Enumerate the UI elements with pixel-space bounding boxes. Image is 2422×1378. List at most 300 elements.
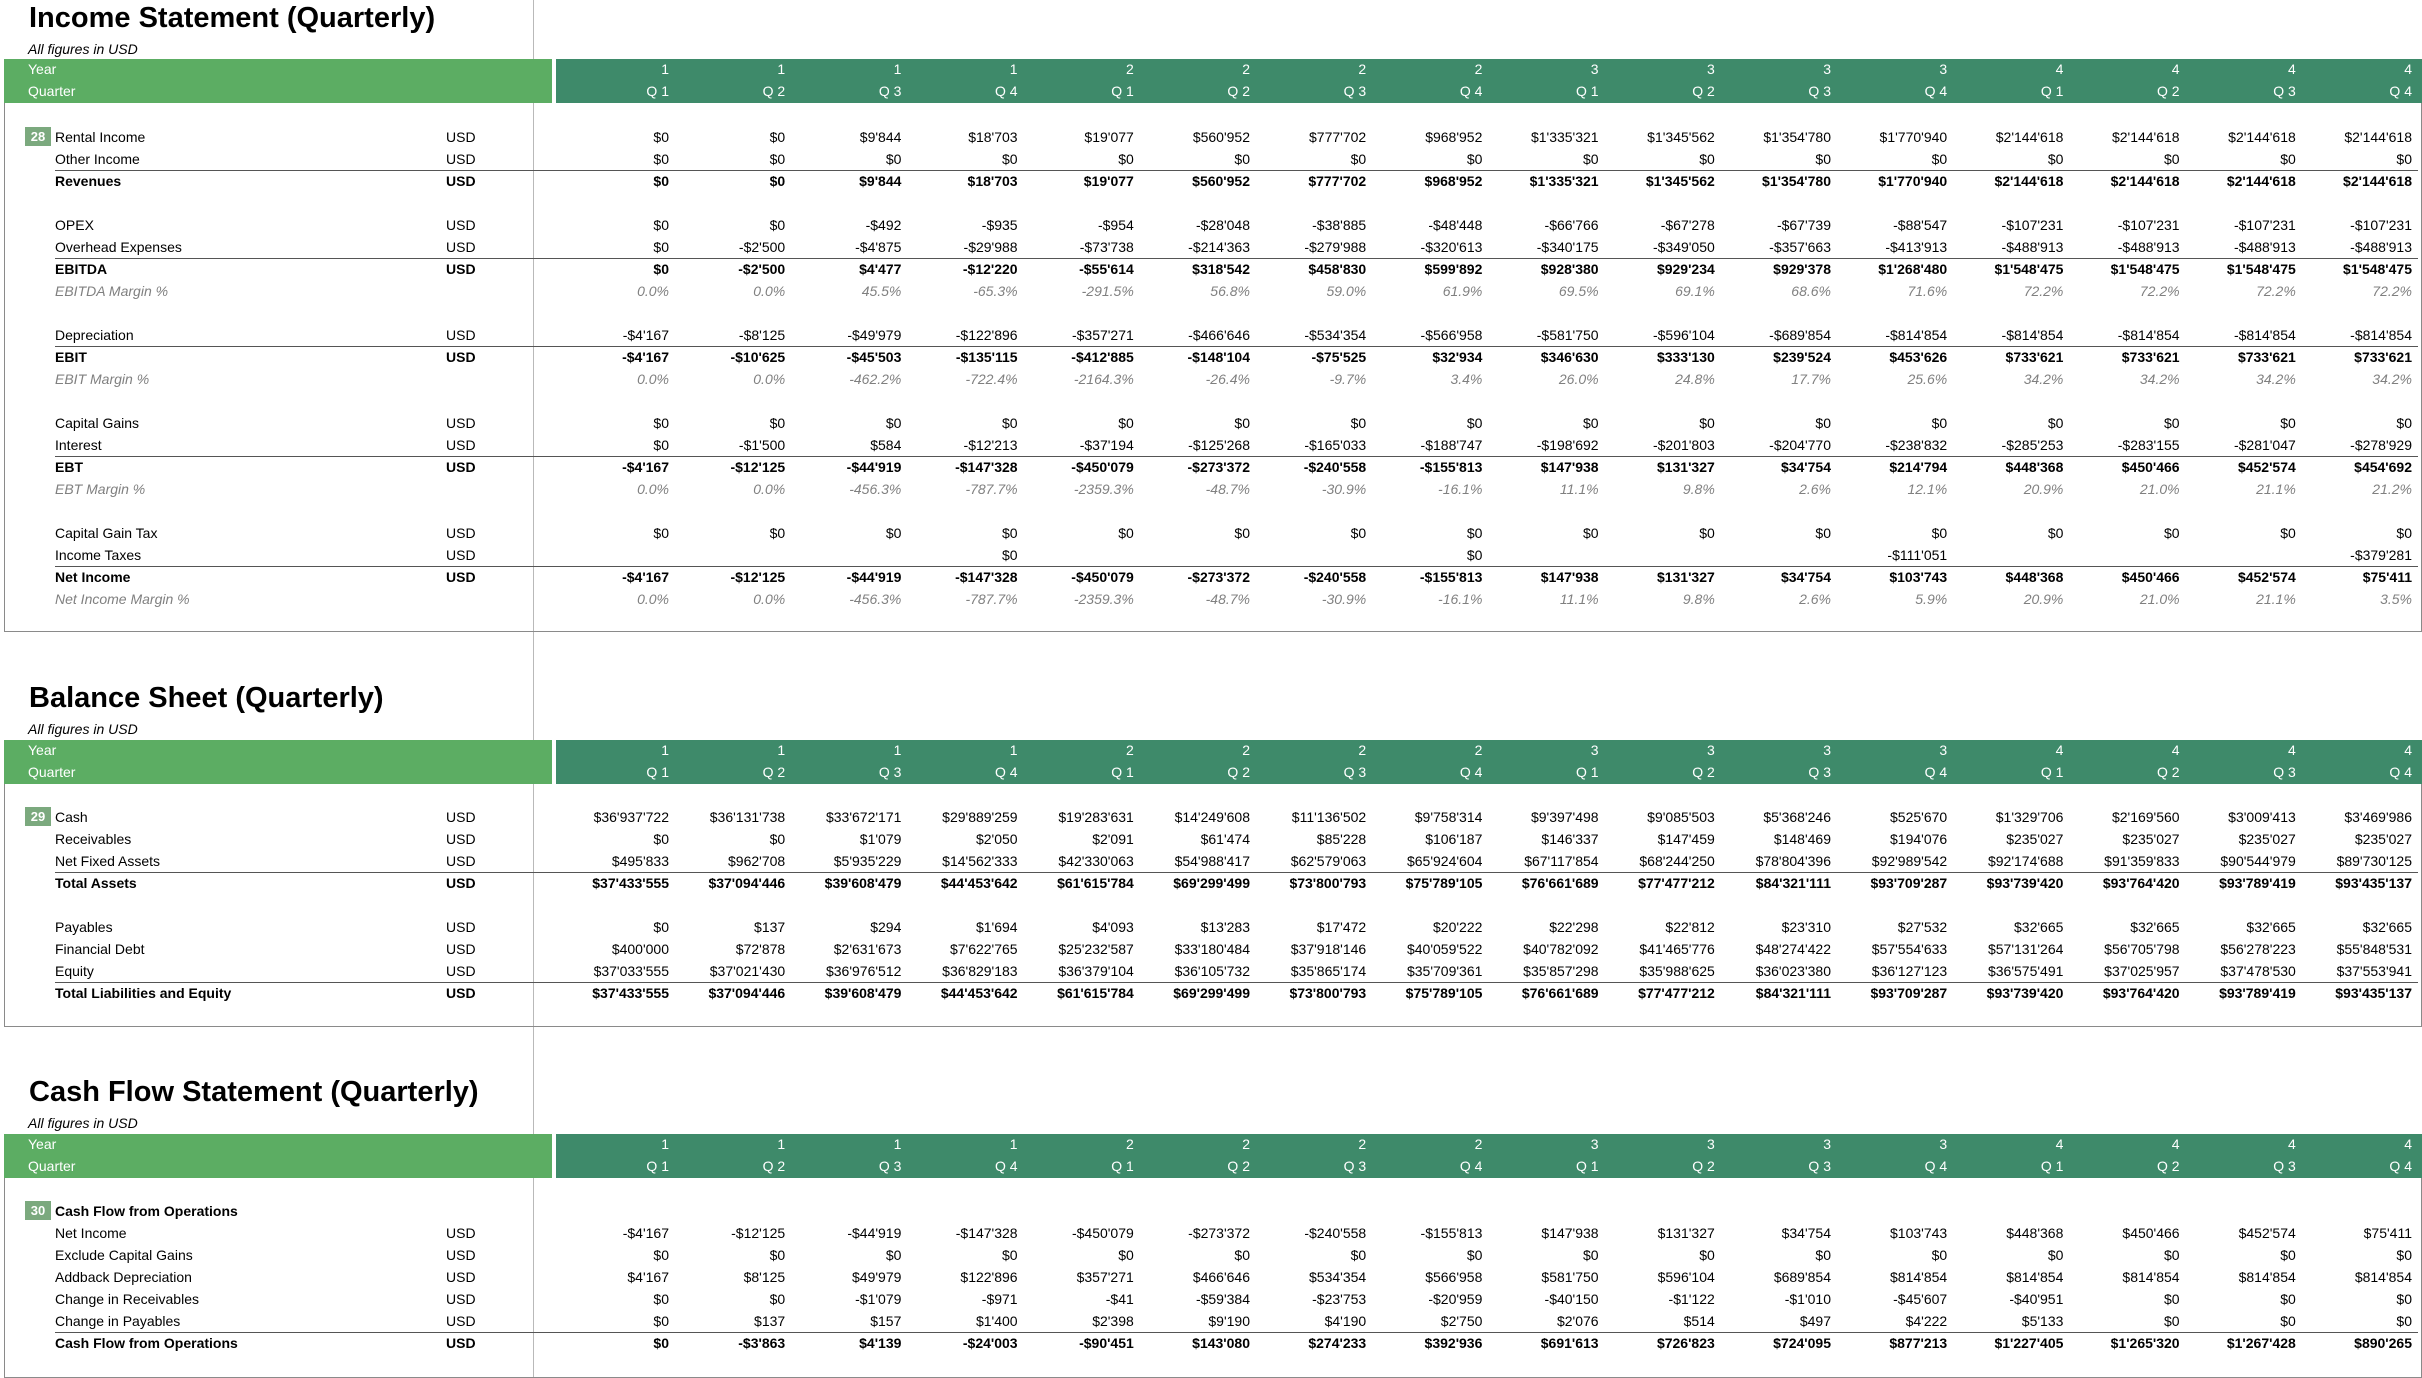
value-cell: $495'833 <box>611 853 669 869</box>
value-cell: $9'085'503 <box>1647 809 1715 825</box>
value-cell: $733'621 <box>2005 349 2064 365</box>
value-cell: 2.6% <box>1799 591 1831 607</box>
value-cell: $0 <box>1234 151 1250 167</box>
value-cell: 0.0% <box>753 283 786 299</box>
row-unit: USD <box>446 239 476 255</box>
value-cell: -$201'803 <box>1652 437 1715 453</box>
row-label: Income Taxes <box>55 547 142 563</box>
value-cell: $1'335'321 <box>1530 129 1599 145</box>
value-cell: -$273'372 <box>1187 569 1250 585</box>
section-title: Income Statement (Quarterly) <box>29 2 436 34</box>
value-cell: 3.5% <box>2380 591 2412 607</box>
value-cell: $235'027 <box>2238 831 2296 847</box>
value-cell: -$2'500 <box>738 261 786 277</box>
value-cell: -$165'033 <box>1304 437 1367 453</box>
value-cell: -$44'919 <box>846 459 902 475</box>
value-cell: $35'988'625 <box>1639 963 1715 979</box>
value-cell: -$412'885 <box>1071 349 1134 365</box>
quarter-cell: Q 1 <box>1111 1158 1134 1174</box>
year-cell: 3 <box>1823 1136 1831 1152</box>
value-cell: $54'988'417 <box>1174 853 1250 869</box>
row-label: EBT <box>55 459 83 475</box>
year-cell: 1 <box>661 742 669 758</box>
value-cell: $0 <box>653 1335 669 1351</box>
row-label: Overhead Expenses <box>55 239 182 255</box>
value-cell: $0 <box>769 415 786 431</box>
value-cell: -$12'125 <box>731 1225 786 1241</box>
value-cell: $27'532 <box>1897 919 1948 935</box>
value-cell: $0 <box>2047 525 2064 541</box>
value-cell: -$12'220 <box>962 261 1018 277</box>
row-label: EBIT <box>55 349 87 365</box>
value-cell: $73'800'793 <box>1289 985 1367 1001</box>
value-cell: $235'027 <box>2354 831 2412 847</box>
row-label: EBIT Margin % <box>55 371 150 387</box>
year-label: Year <box>28 742 57 758</box>
row-unit: USD <box>446 809 476 825</box>
value-cell: 11.1% <box>1559 591 1599 607</box>
value-cell: $0 <box>1699 1247 1715 1263</box>
value-cell: $34'754 <box>1780 459 1831 475</box>
value-cell: -$38'885 <box>1312 217 1367 233</box>
year-cell: 4 <box>2171 742 2180 758</box>
value-cell: $36'829'183 <box>942 963 1018 979</box>
value-cell: $0 <box>2280 1247 2296 1263</box>
value-cell: 61.9% <box>1442 283 1483 299</box>
value-cell: $1'329'706 <box>1995 809 2064 825</box>
value-cell: $968'952 <box>1425 129 1483 145</box>
value-cell: $0 <box>653 261 669 277</box>
value-cell: $0 <box>885 525 902 541</box>
value-cell: 21.0% <box>2139 481 2180 497</box>
value-cell: -$155'813 <box>1420 1225 1483 1241</box>
value-cell: $0 <box>1931 525 1948 541</box>
value-cell: $0 <box>653 129 669 145</box>
value-cell: $36'131'738 <box>709 809 786 825</box>
value-cell: $36'379'104 <box>1058 963 1134 979</box>
value-cell: $890'265 <box>2354 1335 2412 1351</box>
quarter-cell: Q 1 <box>1576 1158 1599 1174</box>
value-cell: $0 <box>1466 415 1483 431</box>
value-cell: -$814'854 <box>2350 327 2412 343</box>
row-label: Receivables <box>55 831 132 847</box>
quarter-cell: Q 3 <box>2273 83 2296 99</box>
value-cell: $0 <box>2280 525 2296 541</box>
value-cell: 0.0% <box>637 371 669 387</box>
value-cell: $0 <box>653 415 669 431</box>
row-label: Interest <box>55 437 102 453</box>
year-cell: 2 <box>1474 61 1483 77</box>
value-cell: $777'702 <box>1309 129 1367 145</box>
year-cell: 4 <box>2055 61 2064 77</box>
value-cell: -$814'854 <box>2117 327 2180 343</box>
value-cell: $35'865'174 <box>1290 963 1367 979</box>
value-cell: $0 <box>1815 1247 1831 1263</box>
value-cell: -$1'122 <box>1668 1291 1715 1307</box>
value-cell: $93'709'287 <box>1870 875 1948 891</box>
quarter-cell: Q 4 <box>2389 1158 2412 1174</box>
value-cell: -2359.3% <box>1073 481 1134 497</box>
value-cell: $814'854 <box>2006 1269 2064 1285</box>
value-cell: $5'935'229 <box>833 853 902 869</box>
value-cell: $22'812 <box>1665 919 1715 935</box>
value-cell: $968'952 <box>1424 173 1483 189</box>
value-cell: -$320'613 <box>1420 239 1483 255</box>
value-cell: $32'934 <box>1432 349 1483 365</box>
value-cell: $0 <box>2280 151 2296 167</box>
year-cell: 1 <box>893 742 902 758</box>
quarter-cell: Q 3 <box>1808 83 1831 99</box>
value-cell: $14'562'333 <box>942 853 1018 869</box>
value-cell: $560'952 <box>1192 129 1250 145</box>
quarter-cell: Q 4 <box>1924 764 1948 780</box>
value-cell: $93'764'420 <box>2102 875 2180 891</box>
value-cell: -$40'951 <box>2009 1291 2064 1307</box>
value-cell: 21.1% <box>2256 591 2296 607</box>
value-cell: $0 <box>1699 525 1715 541</box>
value-cell: -$44'919 <box>846 569 902 585</box>
value-cell: $147'459 <box>1657 831 1715 847</box>
value-cell: -$24'003 <box>962 1335 1018 1351</box>
value-cell: 9.8% <box>1682 481 1715 497</box>
value-cell: $596'104 <box>1657 1269 1715 1285</box>
value-cell: $19'077 <box>1084 129 1134 145</box>
value-cell: 0.0% <box>637 283 669 299</box>
value-cell: -2164.3% <box>1073 371 1134 387</box>
row-unit: USD <box>446 459 476 475</box>
value-cell: -$75'525 <box>1311 349 1367 365</box>
value-cell: $75'411 <box>2362 569 2412 585</box>
value-cell: $77'477'212 <box>1638 875 1715 891</box>
value-cell: $36'105'732 <box>1174 963 1250 979</box>
value-cell: -$413'913 <box>1885 239 1948 255</box>
value-cell: $25'232'587 <box>1058 941 1134 957</box>
value-cell: -$814'854 <box>2233 327 2296 343</box>
value-cell: $5'368'246 <box>1763 809 1831 825</box>
year-cell: 1 <box>893 61 902 77</box>
value-cell: $2'144'618 <box>2111 129 2180 145</box>
value-cell: -$492 <box>865 217 902 233</box>
year-cell: 4 <box>2171 61 2180 77</box>
quarter-cell: Q 4 <box>1924 83 1948 99</box>
value-cell: $40'782'092 <box>1523 941 1599 957</box>
value-cell: -$581'750 <box>1536 327 1599 343</box>
value-cell: $0 <box>2164 1291 2180 1307</box>
row-unit: USD <box>446 349 476 365</box>
row-label: Capital Gains <box>55 415 140 431</box>
value-cell: $37'433'555 <box>592 985 669 1001</box>
value-cell: $560'952 <box>1192 173 1250 189</box>
value-cell: $93'789'419 <box>2219 985 2296 1001</box>
row-label: Cash Flow from Operations <box>55 1335 238 1351</box>
value-cell: -$954 <box>1097 217 1134 233</box>
value-cell: -787.7% <box>965 591 1018 607</box>
value-cell: 72.2% <box>2256 283 2296 299</box>
value-cell: 12.1% <box>1907 481 1948 497</box>
value-cell: -$273'372 <box>1188 1225 1250 1241</box>
table-row <box>0 1310 2422 1332</box>
value-cell: $68'244'250 <box>1639 853 1715 869</box>
value-cell: $65'924'604 <box>1406 853 1483 869</box>
row-unit: USD <box>446 1291 476 1307</box>
value-cell: $0 <box>653 1247 669 1263</box>
value-cell: -$198'692 <box>1536 437 1599 453</box>
value-cell: $18'703 <box>967 173 1018 189</box>
value-cell: -$23'753 <box>1312 1291 1367 1307</box>
value-cell: -$971 <box>981 1291 1018 1307</box>
value-cell: $346'630 <box>1540 349 1599 365</box>
value-cell: -462.2% <box>849 371 902 387</box>
quarter-cell: Q 4 <box>2389 764 2412 780</box>
value-cell: $3'469'986 <box>2344 809 2412 825</box>
quarter-cell: Q 2 <box>2157 764 2180 780</box>
value-cell: $1'265'320 <box>2110 1335 2180 1351</box>
value-cell: -$285'253 <box>2001 437 2064 453</box>
value-cell: $9'844 <box>859 173 902 189</box>
value-cell: 0.0% <box>753 591 786 607</box>
quarter-cell: Q 1 <box>1576 764 1599 780</box>
row-label: EBITDA Margin % <box>55 283 169 299</box>
value-cell: $514 <box>1683 1313 1715 1329</box>
value-cell: $452'574 <box>2237 569 2296 585</box>
value-cell: -$188'747 <box>1420 437 1483 453</box>
value-cell: 0.0% <box>753 481 786 497</box>
value-cell: -$357'663 <box>1769 239 1831 255</box>
value-cell: -$155'813 <box>1419 569 1483 585</box>
value-cell: $814'854 <box>1890 1269 1948 1285</box>
value-cell: $0 <box>1815 525 1831 541</box>
value-cell: $39'608'479 <box>824 875 902 891</box>
value-cell: $2'144'618 <box>2110 173 2180 189</box>
value-cell: -$12'125 <box>730 459 786 475</box>
value-cell: $2'144'618 <box>1995 129 2064 145</box>
quarter-cell: Q 1 <box>1576 83 1599 99</box>
value-cell: $0 <box>769 151 786 167</box>
year-cell: 3 <box>1590 1136 1599 1152</box>
year-cell: 2 <box>1126 742 1134 758</box>
value-cell: $0 <box>1699 415 1715 431</box>
value-cell: $0 <box>653 919 669 935</box>
value-cell: $0 <box>1234 525 1250 541</box>
value-cell: -$48'448 <box>1428 217 1483 233</box>
value-cell: -$40'150 <box>1544 1291 1599 1307</box>
value-cell: $93'764'420 <box>2102 985 2180 1001</box>
value-cell: -$37'194 <box>1079 437 1134 453</box>
value-cell: $0 <box>2164 1313 2180 1329</box>
value-cell: -$689'854 <box>1769 327 1831 343</box>
value-cell: $962'708 <box>728 853 786 869</box>
section-subtitle: All figures in USD <box>28 1115 138 1131</box>
value-cell: 69.1% <box>1675 283 1715 299</box>
section-subtitle: All figures in USD <box>28 721 138 737</box>
year-cell: 4 <box>2288 61 2296 77</box>
row-number-badge: 30 <box>25 1201 51 1220</box>
value-cell: $450'466 <box>2121 459 2180 475</box>
value-cell: -9.7% <box>1329 371 1367 387</box>
value-cell: $814'854 <box>2354 1269 2412 1285</box>
value-cell: $1'354'780 <box>1762 173 1831 189</box>
value-cell: $1'354'780 <box>1763 129 1831 145</box>
value-cell: -$534'354 <box>1304 327 1367 343</box>
value-cell: $57'131'264 <box>1987 941 2064 957</box>
value-cell: $2'076 <box>1556 1313 1599 1329</box>
row-unit: USD <box>446 963 476 979</box>
row-label: Other Income <box>55 151 140 167</box>
row-label: Exclude Capital Gains <box>55 1247 193 1263</box>
value-cell: $19'283'631 <box>1058 809 1134 825</box>
year-cell: 3 <box>1707 742 1715 758</box>
value-cell: -$135'115 <box>955 349 1018 365</box>
value-cell: 34.2% <box>2023 371 2064 387</box>
value-cell: -$357'271 <box>1071 327 1134 343</box>
value-cell: -$88'547 <box>1893 217 1948 233</box>
value-cell: -$67'278 <box>1660 217 1715 233</box>
value-cell: $2'144'618 <box>2343 173 2412 189</box>
value-cell: $146'337 <box>1541 831 1599 847</box>
value-cell: -$204'770 <box>1769 437 1831 453</box>
value-cell: $1'400 <box>975 1313 1018 1329</box>
value-cell: $3'009'413 <box>2228 809 2296 825</box>
value-cell: $4'222 <box>1905 1313 1948 1329</box>
value-cell: $147'938 <box>1540 459 1599 475</box>
year-cell: 3 <box>1823 61 1831 77</box>
year-cell: 4 <box>2288 742 2296 758</box>
quarter-cell: Q 2 <box>1692 1158 1715 1174</box>
value-cell: -$240'558 <box>1304 1225 1367 1241</box>
quarter-cell: Q 1 <box>2040 83 2064 99</box>
value-cell: -$240'558 <box>1303 459 1367 475</box>
value-cell: 0.0% <box>637 591 669 607</box>
row-unit: USD <box>446 151 476 167</box>
value-cell: $0 <box>1699 151 1715 167</box>
value-cell: -$147'328 <box>955 569 1018 585</box>
year-label: Year <box>28 61 57 77</box>
value-cell: $0 <box>769 173 786 189</box>
value-cell: $61'615'784 <box>1057 985 1134 1001</box>
value-cell: $0 <box>1002 151 1018 167</box>
value-cell: $0 <box>1583 525 1599 541</box>
value-cell: $333'130 <box>1656 349 1715 365</box>
value-cell: -$466'646 <box>1188 327 1250 343</box>
value-cell: -$240'558 <box>1303 569 1367 585</box>
value-cell: $56'278'223 <box>2220 941 2296 957</box>
value-cell: -$107'231 <box>2350 217 2412 233</box>
value-cell: 68.6% <box>1791 283 1831 299</box>
quarter-cell: Q 1 <box>646 1158 669 1174</box>
value-cell: $0 <box>1931 1247 1948 1263</box>
quarter-cell: Q 3 <box>2273 1158 2296 1174</box>
value-cell: $17'472 <box>1316 919 1367 935</box>
value-cell: $448'368 <box>2005 459 2064 475</box>
value-cell: -$73'738 <box>1079 239 1134 255</box>
value-cell: $137 <box>754 1313 786 1329</box>
value-cell: $89'730'125 <box>2336 853 2412 869</box>
section-subtitle: All figures in USD <box>28 41 138 57</box>
value-cell: -$4'167 <box>622 327 669 343</box>
year-cell: 1 <box>1009 742 1018 758</box>
value-cell: 25.6% <box>1907 371 1948 387</box>
value-cell: -30.9% <box>1321 481 1367 497</box>
value-cell: $36'976'512 <box>825 963 902 979</box>
value-cell: $2'091 <box>1092 831 1134 847</box>
quarter-cell: Q 4 <box>995 764 1018 780</box>
value-cell: $452'574 <box>2237 459 2296 475</box>
value-cell: -65.3% <box>973 283 1018 299</box>
value-cell: $2'750 <box>1440 1313 1483 1329</box>
value-cell: $131'327 <box>1657 1225 1715 1241</box>
value-cell: $0 <box>653 1291 669 1307</box>
year-cell: 2 <box>1358 1136 1367 1152</box>
header-label-band <box>4 1134 552 1178</box>
value-cell: $93'435'137 <box>2335 875 2412 891</box>
value-cell: -$12'125 <box>730 569 786 585</box>
value-cell: $2'169'560 <box>2111 809 2180 825</box>
row-unit: USD <box>446 919 476 935</box>
value-cell: 34.2% <box>2372 371 2412 387</box>
value-cell: $458'830 <box>1308 261 1367 277</box>
value-cell: $581'750 <box>1541 1269 1599 1285</box>
value-cell: $450'466 <box>2121 569 2180 585</box>
value-cell: $0 <box>653 173 669 189</box>
row-label: Change in Payables <box>55 1313 181 1329</box>
value-cell: -$3'863 <box>738 1335 786 1351</box>
value-cell: -16.1% <box>1438 591 1483 607</box>
value-cell: -$488'913 <box>2350 239 2412 255</box>
value-cell: $0 <box>1002 547 1018 563</box>
value-cell: -456.3% <box>849 591 902 607</box>
value-cell: 24.8% <box>1675 371 1715 387</box>
row-unit: USD <box>446 1335 476 1351</box>
value-cell: $76'661'689 <box>1521 875 1599 891</box>
value-cell: $733'621 <box>2237 349 2296 365</box>
value-cell: $1'345'562 <box>1647 129 1715 145</box>
quarter-cell: Q 1 <box>1111 83 1134 99</box>
row-unit: USD <box>446 875 476 891</box>
row-unit: USD <box>446 415 476 431</box>
value-cell: $0 <box>1931 415 1948 431</box>
year-cell: 4 <box>2404 61 2412 77</box>
year-cell: 2 <box>1242 742 1250 758</box>
value-cell: $0 <box>1815 151 1831 167</box>
quarter-cell: Q 3 <box>1808 764 1831 780</box>
value-cell: 69.5% <box>1558 283 1599 299</box>
value-cell: $724'095 <box>1773 1335 1831 1351</box>
value-cell: $0 <box>769 525 786 541</box>
row-label: Cash Flow from Operations <box>55 1203 238 1219</box>
value-cell: -$488'913 <box>2001 239 2064 255</box>
row-label: Revenues <box>55 173 122 189</box>
value-cell: $0 <box>885 415 902 431</box>
quarter-cell: Q 1 <box>1111 764 1134 780</box>
value-cell: $566'958 <box>1425 1269 1483 1285</box>
value-cell: $77'477'212 <box>1638 985 1715 1001</box>
year-cell: 1 <box>777 742 786 758</box>
value-cell: $93'739'420 <box>1986 875 2064 891</box>
section-title: Balance Sheet (Quarterly) <box>29 682 384 714</box>
value-cell: -$122'896 <box>955 327 1018 343</box>
value-cell: -$10'625 <box>730 349 786 365</box>
value-cell: $11'136'502 <box>1291 809 1367 825</box>
value-cell: -30.9% <box>1321 591 1367 607</box>
value-cell: $0 <box>1583 415 1599 431</box>
value-cell: -$49'979 <box>847 327 902 343</box>
value-cell: $103'743 <box>1889 569 1948 585</box>
value-cell: $0 <box>653 217 669 233</box>
year-cell: 4 <box>2404 742 2412 758</box>
year-cell: 3 <box>1823 742 1831 758</box>
row-unit: USD <box>446 1225 476 1241</box>
value-cell: $75'789'105 <box>1405 875 1483 891</box>
